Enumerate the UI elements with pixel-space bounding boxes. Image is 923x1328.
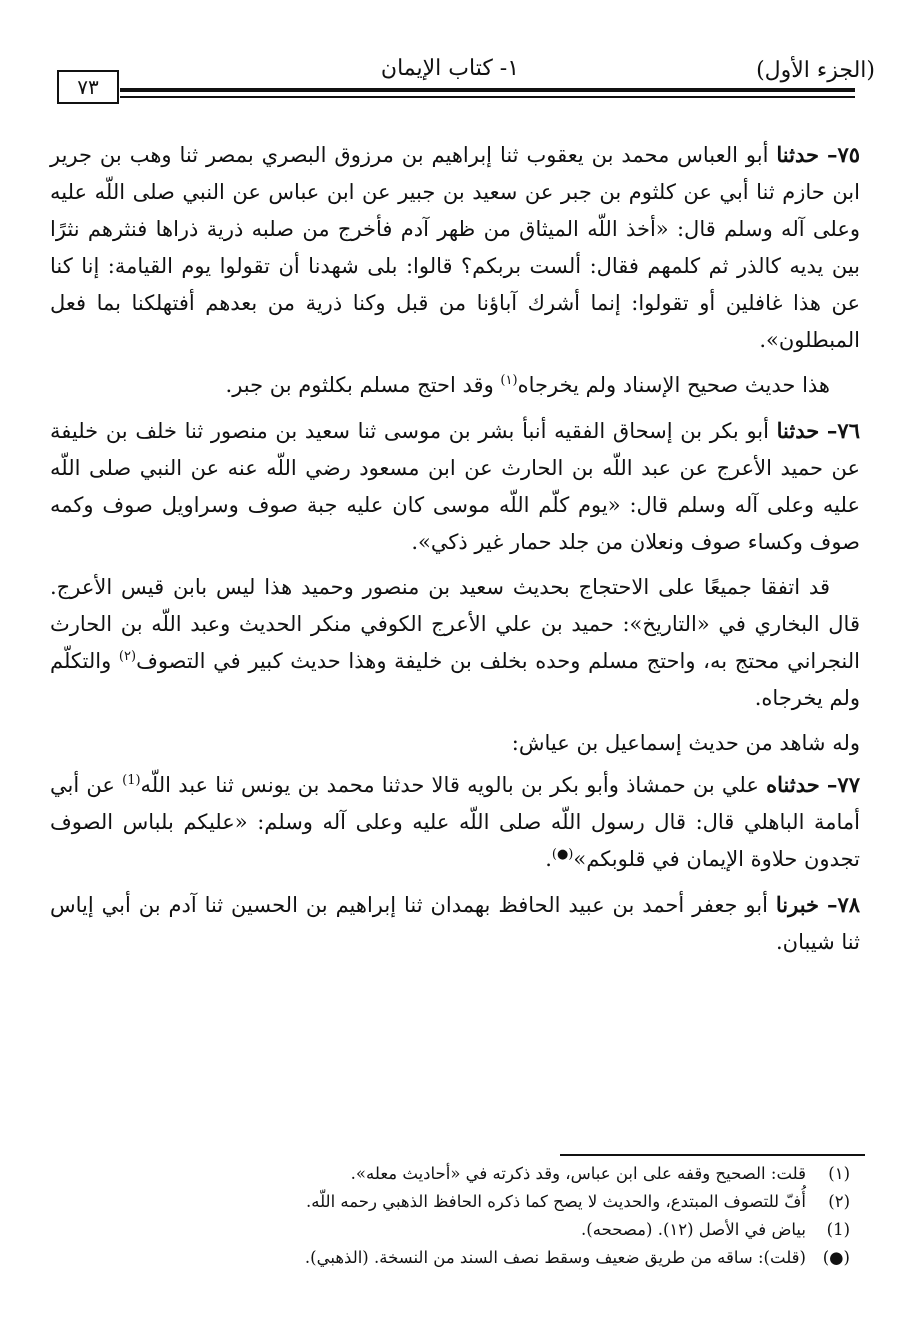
footnote-item <box>50 1160 850 1188</box>
shahid-text: وله شاهد من حديث إسماعيل بن عياش: <box>511 731 860 755</box>
footnote-mark: (١) <box>828 1164 850 1183</box>
footnote-item <box>50 1244 850 1272</box>
commentary-76 <box>50 569 860 717</box>
hadith-75 <box>50 136 860 359</box>
hadith-text: عن أبي أمامة الباهلي قال: قال رسول اللّه صلى اللّه عليه وعلى آله وسلم: «عليكم بلباس الصوف تجدون حلاوة الإيمان في قلوبكم» <box>50 773 860 871</box>
commentary-text: قد اتفقا جميعًا على الاحتجاج بحديث سعيد بن منصور وحميد هذا ليس بابن قيس الأعرج. قال البخاري في «التاريخ»: حميد بن علي الأعرج الكوفي منكر الحديث وعبد اللّه بن الحارث النجراني محتج به، واحتج مسلم وحده بخلف بن خليفة وهذا حديث كبير في التصوف <box>50 575 860 673</box>
hadith-keyword: حدثنا <box>776 142 819 167</box>
page-number-box <box>57 70 119 104</box>
footnote-mark: (٢) <box>828 1192 850 1211</box>
footnote-ref: (٢) <box>118 649 137 664</box>
footnote-separator <box>560 1154 865 1156</box>
hadith-text: أبو جعفر أحمد بن عبيد الحافظ بهمدان ثنا إبراهيم بن الحسين ثنا آدم بن أبي إياس ثنا شيبان. <box>50 893 860 954</box>
shahid-line <box>50 725 860 762</box>
footnote-text: أُفّ للتصوف المبتدع، والحديث لا يصح كما ذكره الحافظ الذهبي رحمه اللّه. <box>305 1192 806 1211</box>
hadith-77 <box>50 766 860 878</box>
header-rule-thin <box>120 96 855 98</box>
footnote-text: (قلت): ساقه من طريق ضعيف وسقط نصف السند من النسخة. (الذهبي). <box>304 1248 806 1267</box>
main-text <box>50 136 860 969</box>
commentary-text: وقد احتج مسلم بكلثوم بن جبر. <box>225 373 494 397</box>
hadith-number: ٧٥– <box>826 142 860 167</box>
hadith-number: ٧٦– <box>826 418 860 443</box>
hadith-text-end: . <box>545 847 552 871</box>
footnote-text: قلت: الصحيح وقفه على ابن عباس، وقد ذكرته في «أحاديث معله». <box>350 1164 806 1183</box>
header-rule-thick <box>120 88 855 92</box>
hadith-text: أبو العباس محمد بن يعقوب ثنا إبراهيم بن مرزوق البصري بمصر ثنا وهب بن جرير ابن حازم ثنا أبي عن كلثوم بن جبر عن سعيد بن جبير عن ابن عباس عن النبي صلى اللّه عليه وعلى آله وسلم قال: «أخذ اللّه الميثاق من ظهر آدم فأخرج من صلبه ذرية ذراها فنثرهم نثرًا بين يديه كالذر ثم كلمهم فقال: ألست بربكم؟ قالوا: بلى شهدنا أن تقولوا يوم القيامة: إنا كنا عن هذا غافلين أو تقولوا: إنما أشرك آباؤنا من قبل وكنا ذرية من بعدهم أفتهلكنا بما فعل المبطلون». <box>50 143 860 352</box>
footnotes <box>50 1160 850 1272</box>
hadith-number: ٧٨– <box>826 892 860 917</box>
page-number: ٧٣ <box>77 75 99 99</box>
footnote-item <box>50 1188 850 1216</box>
footnote-item <box>50 1216 850 1244</box>
hadith-keyword: خبرنا <box>775 892 820 917</box>
hadith-76 <box>50 412 860 561</box>
footnote-text: بياض في الأصل (١٢). (مصححه). <box>581 1220 806 1239</box>
hadith-number: ٧٧– <box>826 772 860 797</box>
hadith-text: أبو بكر بن إسحاق الفقيه أنبأ بشر بن موسى ثنا سعيد بن منصور ثنا خلف بن خليفة عن حميد الأعرج عن عبد اللّه بن الحارث عن ابن مسعود رضي اللّه عنه عن النبي صلى اللّه عليه وعلى آله وسلم قال: «يوم كلّم اللّه موسى كان عليه جبة صوف وسراويل صوف وكمه صوف وكساء صوف ونعلان من جلد حمار غير ذكي». <box>50 419 860 554</box>
footnote-mark: (●) <box>822 1248 850 1267</box>
part-label: (الجزء الأول) <box>756 58 875 83</box>
hadith-78 <box>50 886 860 961</box>
footnote-ref: (١) <box>500 373 518 388</box>
commentary-text: والتكلّم ولم يخرجاه. <box>50 649 860 710</box>
footnote-ref: (1) <box>122 773 141 788</box>
hadith-keyword: حدثنا <box>776 418 820 443</box>
hadith-text: علي بن حمشاذ وأبو بكر بن بالويه قالا حدثنا محمد بن يونس ثنا عبد اللّه <box>140 773 759 797</box>
hadith-keyword: حدثناه <box>766 772 820 797</box>
commentary-text: هذا حديث صحيح الإسناد ولم يخرجاه <box>517 373 830 397</box>
footnote-ref: (●) <box>551 847 574 862</box>
footnote-mark: (1) <box>826 1220 850 1239</box>
commentary-75 <box>50 367 860 404</box>
chapter-title: ١- كتاب الإيمان <box>380 56 520 81</box>
